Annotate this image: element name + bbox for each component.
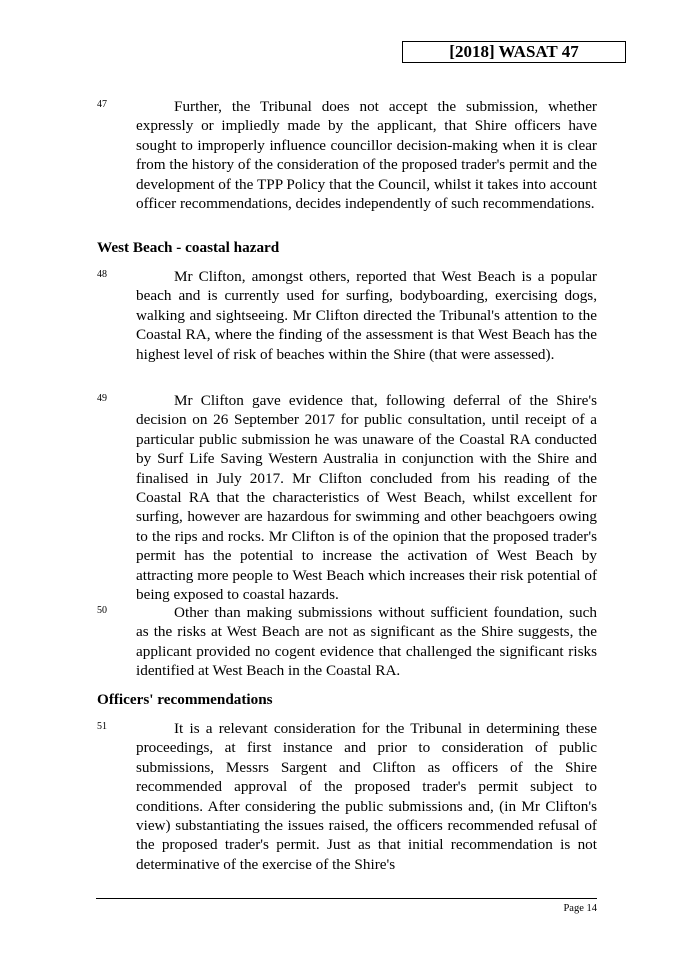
paragraph-48: [97, 267, 597, 364]
paragraph-51: [97, 719, 597, 874]
footer-divider: [96, 898, 597, 899]
paragraph-47: [97, 97, 597, 213]
paragraph-text: Further, the Tribunal does not accept the submission, whether expressly or impliedly made by the applicant, that Shire officers have sought to improperly influence councillor decision-making when it is clear from the history of the consideration of the proposed trader's permit and the development of the TPP Policy that the Council, whilst it takes into account officer recommendations, decides independently of such recommendations.: [136, 98, 597, 213]
paragraph-50: [97, 603, 597, 681]
paragraph-number: 49: [97, 393, 107, 404]
section-heading-west-beach: West Beach - coastal hazard: [97, 239, 280, 256]
page-number: Page 14: [563, 903, 597, 914]
paragraph-49: [97, 391, 597, 604]
paragraph-number: 48: [97, 269, 107, 280]
paragraph-number: 50: [97, 605, 107, 616]
citation-text: [2018] WASAT 47: [449, 42, 579, 61]
section-heading-officers: Officers' recommendations: [97, 691, 273, 708]
citation-box: [402, 41, 626, 63]
paragraph-number: 51: [97, 721, 107, 732]
paragraph-text: Mr Clifton, amongst others, reported that West Beach is a popular beach and is currently used for surfing, bodyboarding, exercising dogs, walking and sightseeing. Mr Clifton directed the Tribunal's attention to the Coastal RA, where the finding of the assessment is that West Beach has the highest level of risk of beaches within the Shire (that were assessed).: [136, 268, 597, 363]
paragraph-number: 47: [97, 99, 107, 110]
paragraph-text: It is a relevant consideration for the Tribunal in determining these proceedings, at first instance and prior to consideration of public submissions, Messrs Sargent and Clifton as officers of the Shire recommended approval of the proposed trader's permit subject to conditions. After considering the public submissions and, (in Mr Clifton's view) substantiating the issues raised, the officers recommended refusal of the proposed trader's permit. Just as that initial recommendation is not determinative of the exercise of the Shire's: [136, 720, 597, 873]
paragraph-text: Other than making submissions without sufficient foundation, such as the risks at West Beach are not as significant as the Shire suggests, the applicant provided no cogent evidence that challenged the significant risks identified at West Beach in the Coastal RA.: [136, 604, 597, 680]
paragraph-text: Mr Clifton gave evidence that, following deferral of the Shire's decision on 26 September 2017 for public consultation, until receipt of a particular public submission he was unaware of the Coastal RA conducted by Surf Life Saving Western Australia in conjunction with the Shire and finalised in July 2017. Mr Clifton concluded from his reading of the Coastal RA that the characteristics of West Beach, whilst excellent for surfing, however are hazardous for swimming and other beachgoers owing to the rips and rocks. Mr Clifton is of the opinion that the proposed trader's permit has the potential to increase the activation of West Beach by attracting more people to West Beach which increases their risk potential of being exposed to coastal hazards.: [136, 392, 597, 604]
